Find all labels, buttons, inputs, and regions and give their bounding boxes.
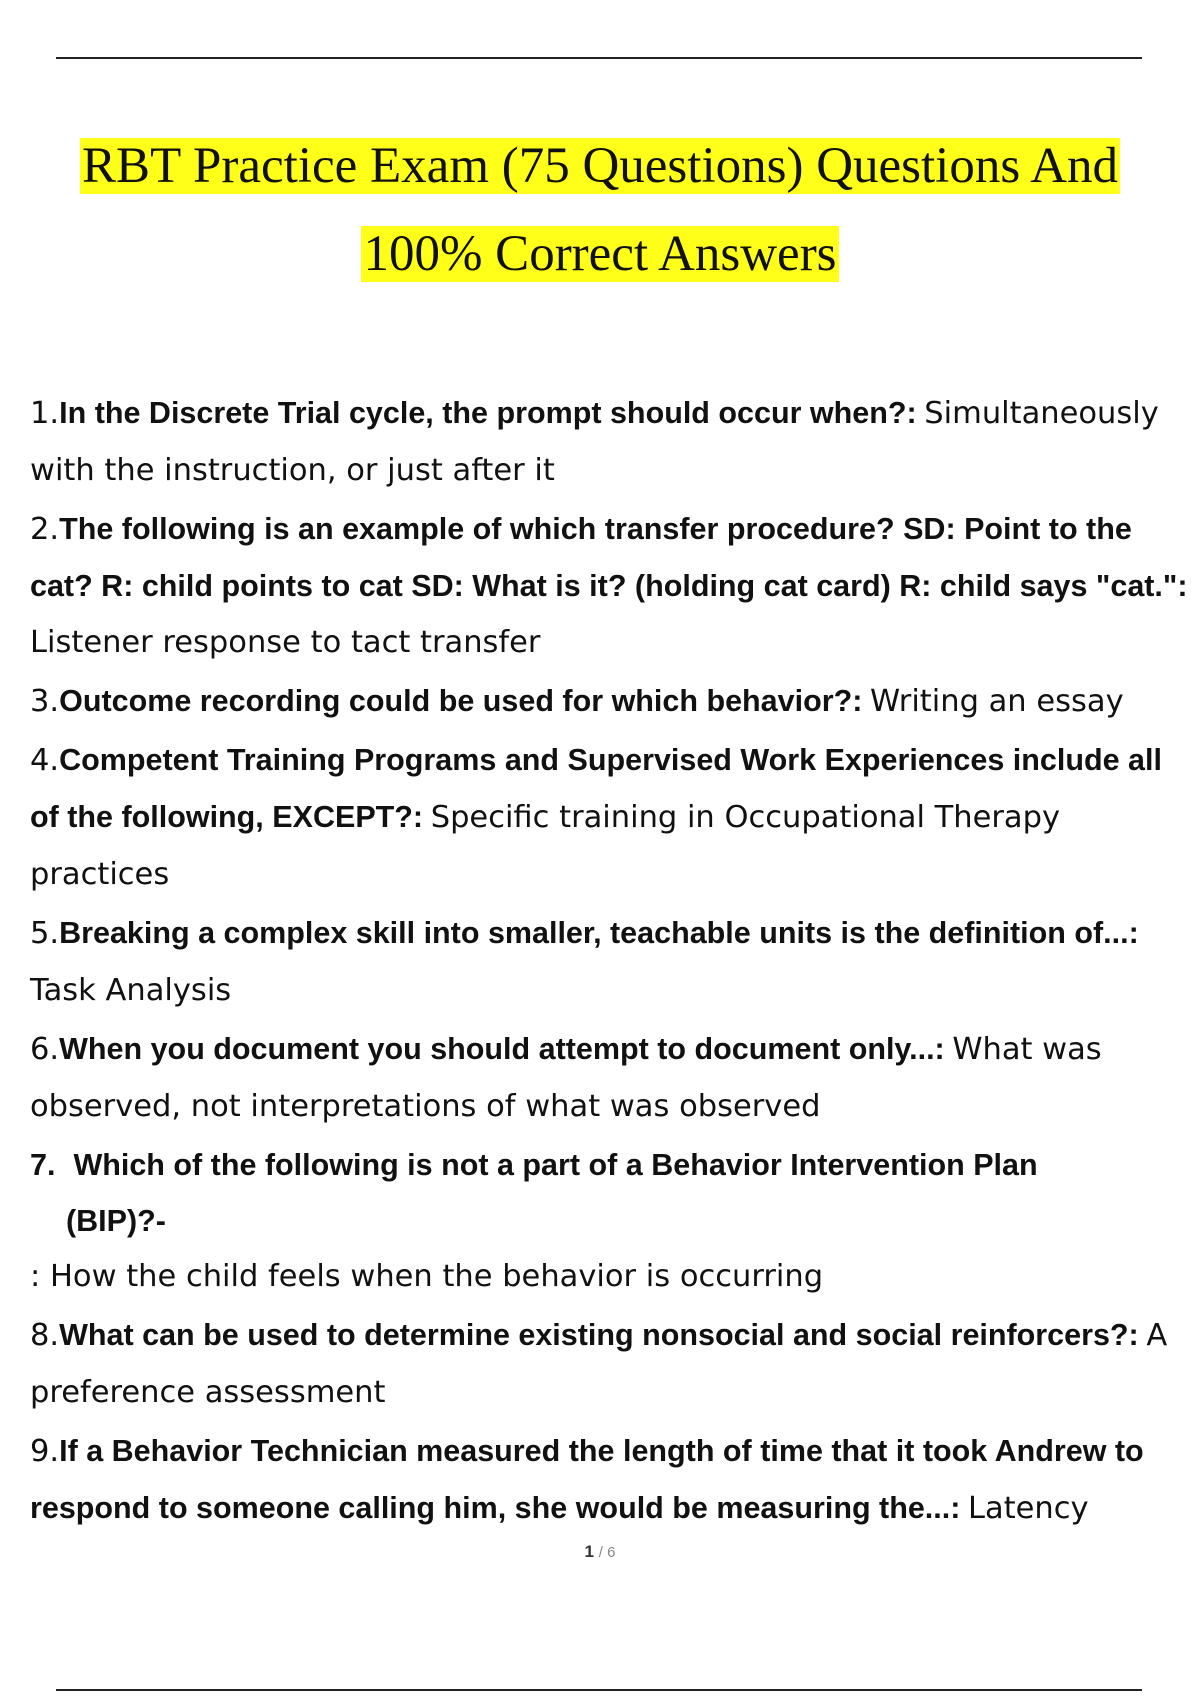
answer-text: A preference assessment	[30, 1318, 1168, 1410]
answer-text: Latency	[968, 1491, 1089, 1526]
bottom-rule	[56, 1689, 1142, 1691]
qa-item-2	[30, 501, 1195, 671]
qa-item-9	[30, 1423, 1195, 1537]
title-line-2: 100% Correct Answers	[363, 226, 837, 282]
qa-item-6	[30, 1021, 1195, 1135]
answer-text: : How the child feels when the behavior is occurring	[30, 1259, 824, 1294]
question-text: Competent Training Programs and Supervised Work Experiences include all of the following, EXCEPT?:	[30, 743, 1162, 834]
question-number: 4.	[30, 743, 60, 778]
question-text: If a Behavior Technician measured the length of time that it took Andrew to respond to someone calling him, she would be measuring the...:	[30, 1434, 1144, 1525]
question-text-continued: (BIP)?-	[66, 1204, 166, 1238]
question-number: 1.	[30, 396, 60, 431]
question-text: In the Discrete Trial cycle, the prompt should occur when?:	[59, 396, 917, 430]
qa-item-7	[30, 1137, 1195, 1305]
page-number	[0, 1542, 1200, 1562]
question-number: 8.	[30, 1318, 60, 1353]
total-pages: / 6	[598, 1544, 616, 1561]
question-list	[30, 385, 1195, 1539]
question-number: 5.	[30, 916, 60, 951]
answer-text: Specific training in Occupational Therapy practices	[30, 800, 1061, 892]
document-title	[0, 122, 1200, 298]
qa-item-4	[30, 732, 1195, 903]
question-text: Breaking a complex skill into smaller, teachable units is the definition of...:	[59, 916, 1139, 950]
question-text: Which of the following is not a part of a Behavior Intervention Plan	[73, 1148, 1038, 1182]
question-text: The following is an example of which transfer procedure? SD: Point to the cat? R: child points to cat SD: What is it? (holding cat card) R: child says "cat.":	[30, 512, 1188, 603]
question-number: 6.	[30, 1032, 60, 1067]
top-rule	[56, 57, 1142, 59]
question-text: Outcome recording could be used for which behavior?:	[59, 684, 863, 718]
answer-text: Simultaneously with the instruction, or just after it	[30, 396, 1159, 488]
question-text: When you document you should attempt to document only...:	[59, 1032, 945, 1066]
question-number: 7.	[30, 1148, 56, 1182]
qa-item-5	[30, 905, 1195, 1019]
question-number: 3.	[30, 684, 60, 719]
qa-item-3	[30, 673, 1195, 730]
qa-item-8	[30, 1307, 1195, 1421]
title-line-1: RBT Practice Exam (75 Questions) Questions And	[82, 138, 1118, 194]
question-number: 2.	[30, 512, 60, 547]
question-text: What can be used to determine existing nonsocial and social reinforcers?:	[59, 1318, 1139, 1352]
qa-item-1	[30, 385, 1195, 499]
answer-text: Task Analysis	[30, 973, 232, 1008]
current-page: 1	[584, 1542, 595, 1561]
question-wrap	[30, 1137, 1195, 1249]
answer-text: Listener response to tact transfer	[30, 625, 541, 660]
question-number: 9.	[30, 1434, 60, 1469]
answer-text: What was observed, not interpretations of what was observed	[30, 1032, 1102, 1124]
answer-text: Writing an essay	[870, 684, 1124, 719]
